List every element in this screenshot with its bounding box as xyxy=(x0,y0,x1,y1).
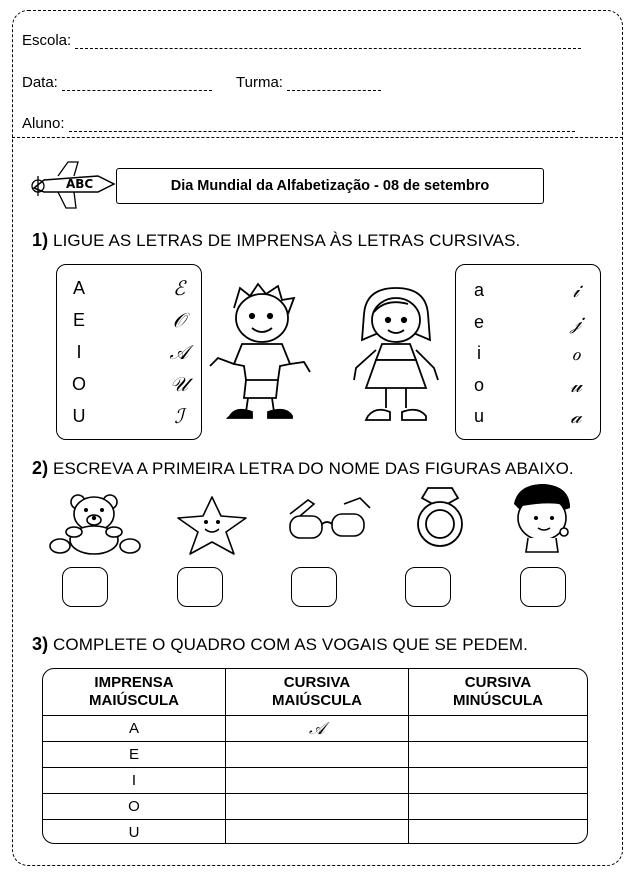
banner-title-box xyxy=(116,168,544,204)
class-field xyxy=(236,74,381,91)
cursive-letter: 𝒾 xyxy=(572,278,580,302)
section1-number: 1) xyxy=(32,230,49,250)
header-print-uppercase: IMPRENSA MAIÚSCULA xyxy=(43,669,226,716)
header-cursive-uppercase: CURSIVA MAIÚSCULA xyxy=(226,669,409,716)
print-letter: i xyxy=(477,343,481,363)
cursive-letter: 𝒰 xyxy=(170,372,188,396)
cursive-upper-cell[interactable]: 𝒜 xyxy=(226,716,409,742)
lowercase-cursive-column xyxy=(562,279,590,427)
girl-illustration xyxy=(346,284,446,430)
section2-number: 2) xyxy=(32,458,49,478)
table-row xyxy=(43,768,587,794)
cursive-letter: 𝓊 xyxy=(570,372,582,397)
section2-instruction: ESCREVA A PRIMEIRA LETRA DO NOME DAS FIGURAS ABAIXO. xyxy=(53,459,574,478)
section1-heading xyxy=(32,230,520,251)
teddy-bear-icon xyxy=(46,490,142,558)
cursive-letter: ℰ xyxy=(172,276,186,300)
answer-box-star[interactable] xyxy=(177,567,223,607)
cursive-letter: 𝒪 xyxy=(172,308,186,332)
header-cursive-lowercase: CURSIVA MINÚSCULA xyxy=(409,669,588,716)
print-cell: U xyxy=(43,820,226,845)
class-label: Turma: xyxy=(236,74,283,91)
table-header-row xyxy=(43,669,587,716)
cursive-lower-cell[interactable] xyxy=(409,716,588,742)
school-field xyxy=(22,32,581,49)
glasses-icon xyxy=(284,494,374,546)
print-cell: I xyxy=(43,768,226,794)
date-input-line[interactable] xyxy=(62,78,212,91)
section3-number: 3) xyxy=(32,634,49,654)
cursive-letter: 𝒜 xyxy=(169,340,189,364)
date-label: Data: xyxy=(22,74,58,91)
cursive-upper-cell[interactable] xyxy=(226,742,409,768)
answer-box-girl-face[interactable] xyxy=(520,567,566,607)
print-cell: O xyxy=(43,794,226,820)
ring-icon xyxy=(410,484,470,550)
abc-airplane-logo-icon xyxy=(28,158,120,214)
print-letter: O xyxy=(71,374,86,394)
cursive-lower-cell[interactable] xyxy=(409,820,588,845)
print-letter: o xyxy=(473,374,484,395)
table-row xyxy=(43,794,587,820)
section1-instruction: LIGUE AS LETRAS DE IMPRENSA ÀS LETRAS CURSIVAS. xyxy=(53,231,521,250)
lowercase-letter-box xyxy=(455,264,601,440)
cursive-letter: ℴ xyxy=(571,341,581,365)
print-letter: A xyxy=(72,278,85,298)
vowel-table xyxy=(42,668,588,844)
lowercase-print-column xyxy=(468,279,490,427)
student-label: Aluno: xyxy=(22,115,65,132)
school-label: Escola: xyxy=(22,32,72,49)
cursive-lower-cell[interactable] xyxy=(409,742,588,768)
uppercase-letter-box xyxy=(56,264,202,440)
student-field xyxy=(22,115,575,132)
date-field xyxy=(22,74,212,91)
print-letter: u xyxy=(473,406,484,426)
girl-face-icon xyxy=(508,482,574,556)
print-letter: I xyxy=(76,342,82,362)
print-cell: E xyxy=(43,742,226,768)
answer-box-ring[interactable] xyxy=(405,567,451,607)
answer-box-glasses[interactable] xyxy=(291,567,337,607)
cursive-lower-cell[interactable] xyxy=(409,794,588,820)
cursive-lower-cell[interactable] xyxy=(409,768,588,794)
class-input-line[interactable] xyxy=(287,78,381,91)
print-letter: a xyxy=(473,280,484,300)
section2-heading xyxy=(32,458,574,479)
star-icon xyxy=(174,494,250,556)
section3-heading xyxy=(32,634,528,655)
boy-illustration xyxy=(206,280,314,426)
student-input-line[interactable] xyxy=(69,119,575,132)
print-letter: e xyxy=(473,311,484,332)
cursive-upper-cell[interactable] xyxy=(226,768,409,794)
cursive-letter: 𝒶 xyxy=(570,404,582,428)
cursive-letter: 𝒿 xyxy=(570,309,582,334)
cursive-upper-cell[interactable] xyxy=(226,794,409,820)
header-separator xyxy=(12,137,623,138)
table-row xyxy=(43,742,587,768)
answer-box-teddy-bear[interactable] xyxy=(62,567,108,607)
section3-instruction: COMPLETE O QUADRO COM AS VOGAIS QUE SE PEDEM. xyxy=(53,635,528,654)
table-row xyxy=(43,716,587,742)
print-letter: U xyxy=(72,406,86,426)
table-row xyxy=(43,820,587,845)
cursive-letter: ℐ xyxy=(174,404,184,428)
cursive-upper-cell[interactable] xyxy=(226,820,409,845)
school-input-line[interactable] xyxy=(75,36,581,49)
print-letter: E xyxy=(72,310,85,330)
logo-text: ABC xyxy=(66,177,94,191)
print-cell: A xyxy=(43,716,226,742)
banner-title: Dia Mundial da Alfabetização - 08 de setembro xyxy=(170,178,490,194)
uppercase-cursive-column xyxy=(165,277,193,427)
uppercase-print-column xyxy=(67,277,91,427)
